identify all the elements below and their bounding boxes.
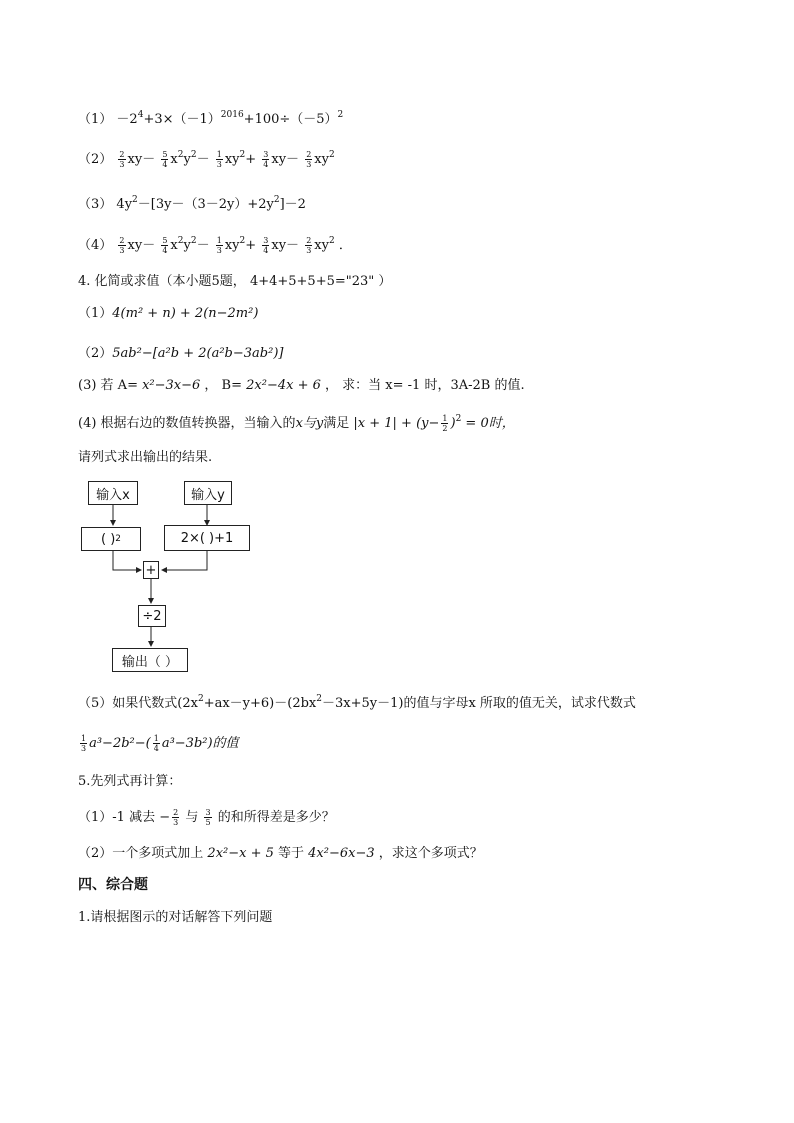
section-4-heading: 4. 化简或求值（本小题5题， 4+4+5+5+5="23" ） bbox=[78, 274, 392, 289]
section-iv-heading: 四、综合题 bbox=[78, 877, 148, 893]
section-iv-q1: 1.请根据图示的对话解答下列问题 bbox=[78, 910, 273, 925]
section-4-q5: （5）如果代数式$(2x^2+ax-y+6)-(2bx^2-3x+5y-1)$的值与字母x 所取的值无关，试求代数式 bbox=[78, 694, 636, 711]
problem-3: （3） $4y^2-[3y-(3-2y)+2y^2]-2$ bbox=[78, 195, 306, 212]
section-5-heading: 5.先列式再计算： bbox=[78, 774, 182, 789]
section-5-q2: （2）一个多项式加上 2x²−x + 5 等于 4x²−6x−3 ，求这个多项式？ bbox=[78, 846, 483, 861]
divide-by-two-box: ÷2 bbox=[138, 605, 166, 627]
section-4-q2: （2）5ab²−[a²b + 2(a²b−3ab²)] bbox=[78, 346, 284, 361]
section-4-q4-line2: 请列式求出输出的结果. bbox=[78, 450, 213, 465]
input-y-box: 输入y bbox=[184, 481, 232, 505]
problem-1: $(1) -2^4+3\times(-1)^{2016}+100\div(-5)^2$ bbox=[78, 110, 344, 127]
section-4-q5-line2: $\frac{1}{3}$ a³−2b²−( $\frac{1}{4}$ a³−3b²)的值 bbox=[81, 734, 239, 753]
section-4-q4: (4) 根据右边的数值转换器，当输入的x与y满足 |x + 1| + (y− $\frac{1}{2}$ )$^2$ = 0时， bbox=[78, 414, 515, 433]
section-4-q1: （1）4(m² + n) + 2(n−2m²) bbox=[78, 306, 259, 321]
problem-3-label: （3） bbox=[78, 197, 113, 212]
output-box: 输出（ ） bbox=[112, 648, 188, 672]
section-4-q3: (3) 若 A= x²−3x−6 ， B= 2x²−4x + 6 ， 求：当 x= -1 时，3A-2B 的值. bbox=[78, 378, 525, 393]
square-box: ( ) 2 bbox=[81, 527, 141, 551]
problem-1-label: （1） bbox=[78, 112, 113, 127]
plus-box: + bbox=[143, 561, 159, 579]
problem-2-label: （2） bbox=[78, 152, 113, 167]
problem-4-label: （4） bbox=[78, 238, 113, 253]
problem-2: （2） $\frac{2}{3}$ xy－ $\frac{5}{4}$ $x^2y^2-$ $\frac{1}{3}$ $xy^2+$ $\frac{3}{4}$ xy－ $\frac{2}{3}$ $xy^2$ bbox=[78, 150, 335, 169]
input-x-box: 输入x bbox=[88, 481, 138, 505]
section-5-q1: （1）-1 减去 − $\frac{2}{3}$ 与 $\frac{3}{5}$ 的和所得差是多少？ bbox=[78, 808, 335, 827]
double-plus-one-box: 2×( )+1 bbox=[164, 525, 250, 551]
problem-4: （4） $\frac{2}{3}$ xy－ $\frac{5}{4}$ $x^2y^2-$ $\frac{1}{3}$ $xy^2+$ $\frac{3}{4}$ xy－ $\frac{2}{3}$ $xy^2$ ． bbox=[78, 236, 352, 255]
